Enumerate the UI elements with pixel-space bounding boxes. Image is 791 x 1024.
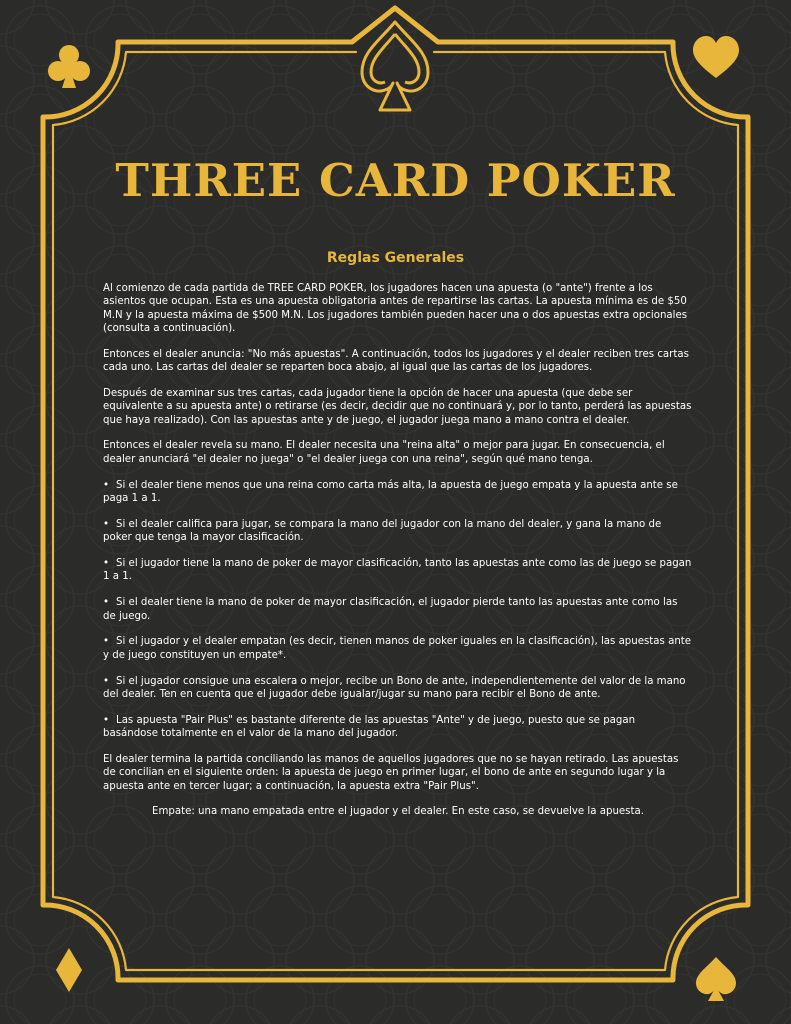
- paragraph: Entonces el dealer anuncia: "No más apuestas". A continuación, todos los jugadores y el dealer reciben tres cartas cada uno. Las cartas del dealer se reparten boca abajo, al igual que las cartas de los jugadores.: [103, 348, 689, 374]
- section-subtitle: Reglas Generales: [326, 250, 465, 266]
- bullet-item: • Si el dealer califica para jugar, se compara la mano del jugador con la mano del dealer, y gana la mano de poker que tenga la mayor clasificación.: [103, 518, 693, 545]
- paragraph: Después de examinar sus tres cartas, cada jugador tiene la opción de hacer una apuesta (que debe ser equivalente a su apuesta ante) o retirarse (es decir, decidir que no continuará y, por lo tanto, perderá las apuestas que haya realizado). Con las apuestas ante y de juego, el jugador juega mano a mano contra el dealer.: [103, 387, 692, 426]
- bullet-item: • Si el dealer tiene menos que una reina como carta más alta, la apuesta de juego empata y la apuesta ante se paga 1 a 1.: [103, 479, 693, 506]
- bullet-item: • Si el dealer tiene la mano de poker de mayor clasificación, el jugador pierde tanto las apuestas ante como las de juego.: [103, 596, 693, 623]
- bullet-item: • Las apuesta "Pair Plus" es bastante diferente de las apuestas "Ante" y de juego, puesto que se pagan basándose totalmente en el valor de la mano del jugador.: [103, 714, 693, 741]
- page-title: THREE CARD POKER: [115, 154, 676, 207]
- paragraph: Al comienzo de cada partida de TREE CARD POKER, los jugadores hacen una apuesta (o "ante") frente a los asientos que ocupan. Esta es una apuesta obligatoria antes de repartirse las cartas. La apuesta mínima es de $50 M.N y la apuesta máxima de $500 M.N. Los jugadores también pueden hacer una o dos apuestas extra opcionales (consulta a continuación).: [103, 283, 688, 334]
- paragraph: Entonces el dealer revela su mano. El dealer necesita una "reina alta" o mejor para jugar. En consecuencia, el dealer anunciará "el dealer no juega" o "el dealer juega con una reina", según qué mano tenga.: [103, 440, 665, 465]
- bullet-item: • Si el jugador consigue una escalera o mejor, recibe un Bono de ante, independientemente del valor de la mano del dealer. Ten en cuenta que el jugador debe igualar/jugar su mano para recibir el Bono de ante.: [103, 675, 693, 702]
- bullet-item: • Si el jugador y el dealer empatan (es decir, tienen manos de poker iguales en la clasificación), las apuestas ante y de juego constituyen un empate*.: [103, 635, 693, 662]
- footnote: Empate: una mano empatada entre el jugador y el dealer. En este caso, se devuelve la apuesta.: [152, 806, 644, 818]
- closing-paragraph: El dealer termina la partida conciliando las manos de aquellos jugadores que no se hayan retirado. Las apuestas de concilian en el siguiente orden: la apuesta de juego en primer lugar, el bono de ante en segundo lugar y la apuesta ante en tercer lugar; a continuación, la apuesta extra "Pair Plus".: [103, 753, 679, 792]
- bullet-item: • Si el jugador tiene la mano de poker de mayor clasificación, tanto las apuestas ante como las de juego se pagan 1 a 1.: [103, 557, 693, 584]
- rules-body: [103, 282, 693, 831]
